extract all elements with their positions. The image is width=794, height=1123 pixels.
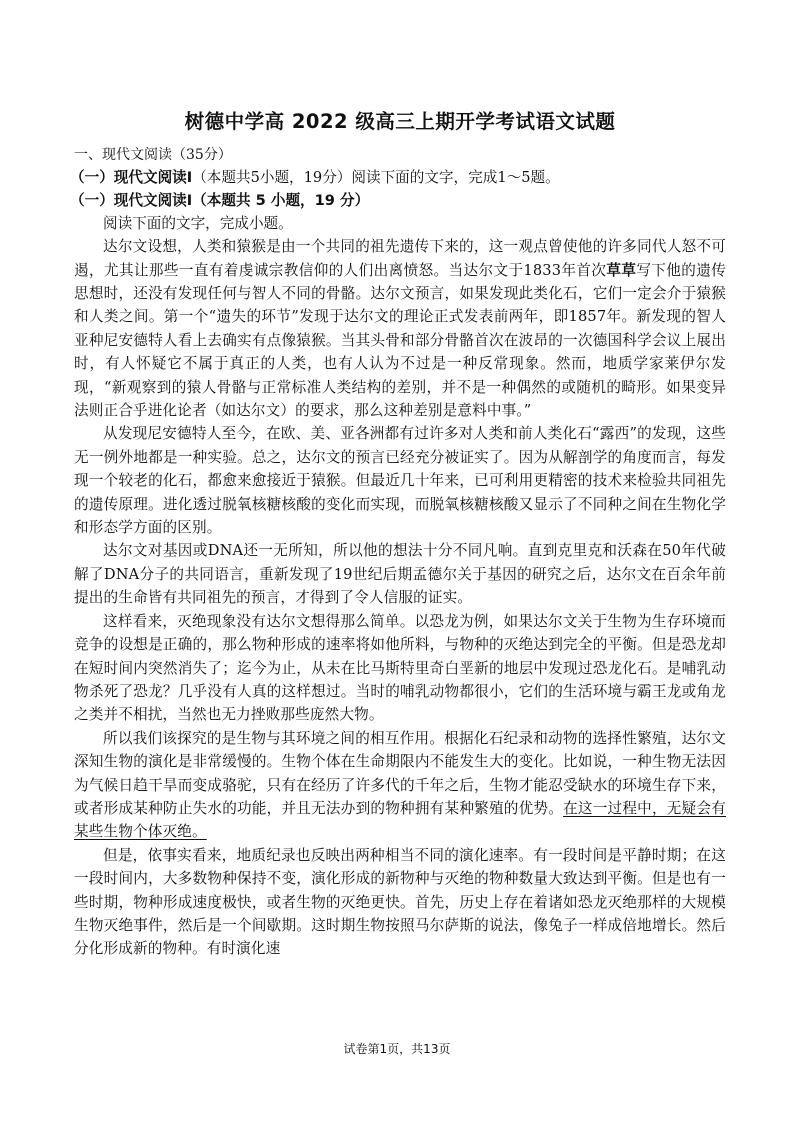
subsection-heading-2: （一）现代文阅读Ⅰ（本题共 5 小题，19 分） [70,192,370,209]
paragraph-1 [74,235,726,422]
exam-title: 树德中学高 2022 级高三上期开学考试语文试题 [184,110,616,133]
paragraph-3: 达尔文对基因或DNA还一无所知，所以他的想法十分不同凡响。直到克里克和沃森在50年代破解了DNA分子的共同语言，重新发现了19世纪后期孟德尔关于基因的研究之后，达尔文在百余年前提出的生命皆有共同祖先的预言，才得到了令人信服的证实。 [74,542,726,607]
underlined-sentence: 在这一过程中，无疑会有某些生物个体灭绝。 [74,799,727,841]
paragraph-1-part-a: 达尔文设想，人类和猿猴是由一个共同的祖先遗传下来的，这一观点曾使他的许多同代人怒不可遏，尤其让那些一直有着虔诚宗教信仰的人们出离愤怒。当达尔文于1833年首次 [74,238,726,279]
instruction: 阅读下面的文字，完成小题。 [103,215,293,232]
emphasized-word: 草草 [606,261,637,279]
paragraph-6: 但是，依事实看来，地质纪录也反映出两种相当不同的演化速率。有一段时间是平静时期；在这一段时间内，大多数物种保持不变，演化形成的新物种与灭绝的物种数量大致达到平衡。但是也有一些时期，物种形成速度极快，或者生物的灭绝更快。首先，历史上存在着诸如恐龙灭绝那样的大规模生物灭绝事件，然后是一个间歇期。这时期生物按照马尔萨斯的说法，像兔子一样成倍地增长。然后分化形成新的物种。有时演化速 [74,846,726,958]
paragraph-5-part-a: 所以我们该探究的是生物与其环境之间的相互作用。根据化石纪录和动物的选择性繁殖，达尔文深知生物的演化是非常缓慢的。生物个体在生命期限内不能发生大的变化。比如说，一种生物无法因为气候日趋干旱而变成骆驼，只有在经历了许多代的千年之后，生物才能忍受缺水的环境生存下来，或者形成某种防止失水的功能，并且无法办到的物种拥有某种繁殖的优势。 [74,729,726,817]
exam-page [70,106,727,961]
page-footer: 试卷第1页，共13页 [343,1042,451,1056]
paragraph-1-part-b: 写下他的遗传思想时，还没有发现任何与智人不同的骨骼。达尔文预言，如果发现此类化石，它们一定会介于猿猴和人类之间。第一个“遗失的环节”发现于达尔文的理论正式发表前两年，即1857年。新发现的智人亚种尼安德特人看上去确实有点像猿猴。当其头骨和部分骨骼首次在波昂的一次德国科学会议上展出时，有人怀疑它不属于真正的人类，也有人认为不过是一种反常现象。然而，地质学家莱伊尔发现，“新观察到的猿人骨骼与正常标准人类结构的差别，并不是一种偶然的或随机的畸形。如果变异法则正合乎进化论者（如达尔文）的要求，那么这种差别是意料中事。” [74,261,726,420]
paragraph-2: 从发现尼安德特人至今，在欧、美、亚各洲都有过许多对人类和前人类化石“露西”的发现，这些无一例外地都是一种实验。总之，达尔文的预言已经充分被证实了。因为从解剖学的角度而言，每发现一个较老的化石，都愈来愈接近于猿猴。但最近几十年来，已可利用更精密的技术来检验共同祖先的遗传原理。进化透过脱氧核糖核酸的变化而实现，而脱氧核糖核酸又显示了不同种之间在生物化学和形态学方面的区别。 [74,425,726,537]
subsection-1-bold: （一）现代文阅读Ⅰ [70,169,193,186]
paragraph-4: 这样看来，灭绝现象没有达尔文想得那么简单。以恐龙为例，如果达尔文关于生物为生存环境而竞争的设想是正确的，那么物种形成的速率将如他所料，与物种的灭绝达到完全的平衡。但是恐龙却在短时间内突然消失了；迄今为止，从未在比马斯特里奇白垩新的地层中发现过恐龙化石。是哺乳动物杀死了恐龙？几乎没有人真的这样想过。当时的哺乳动物都很小，它们的生活环境与霸王龙或角龙之类并不相扰，当然也无力挫败那些庞然大物。 [74,612,726,724]
subsection-heading-1 [70,166,726,189]
section-heading: 一、现代文阅读（35分） [74,147,232,163]
subsection-1-rest: （本题共5小题，19分）阅读下面的文字，完成1～5题。 [192,169,560,186]
paragraph-5 [74,727,726,844]
